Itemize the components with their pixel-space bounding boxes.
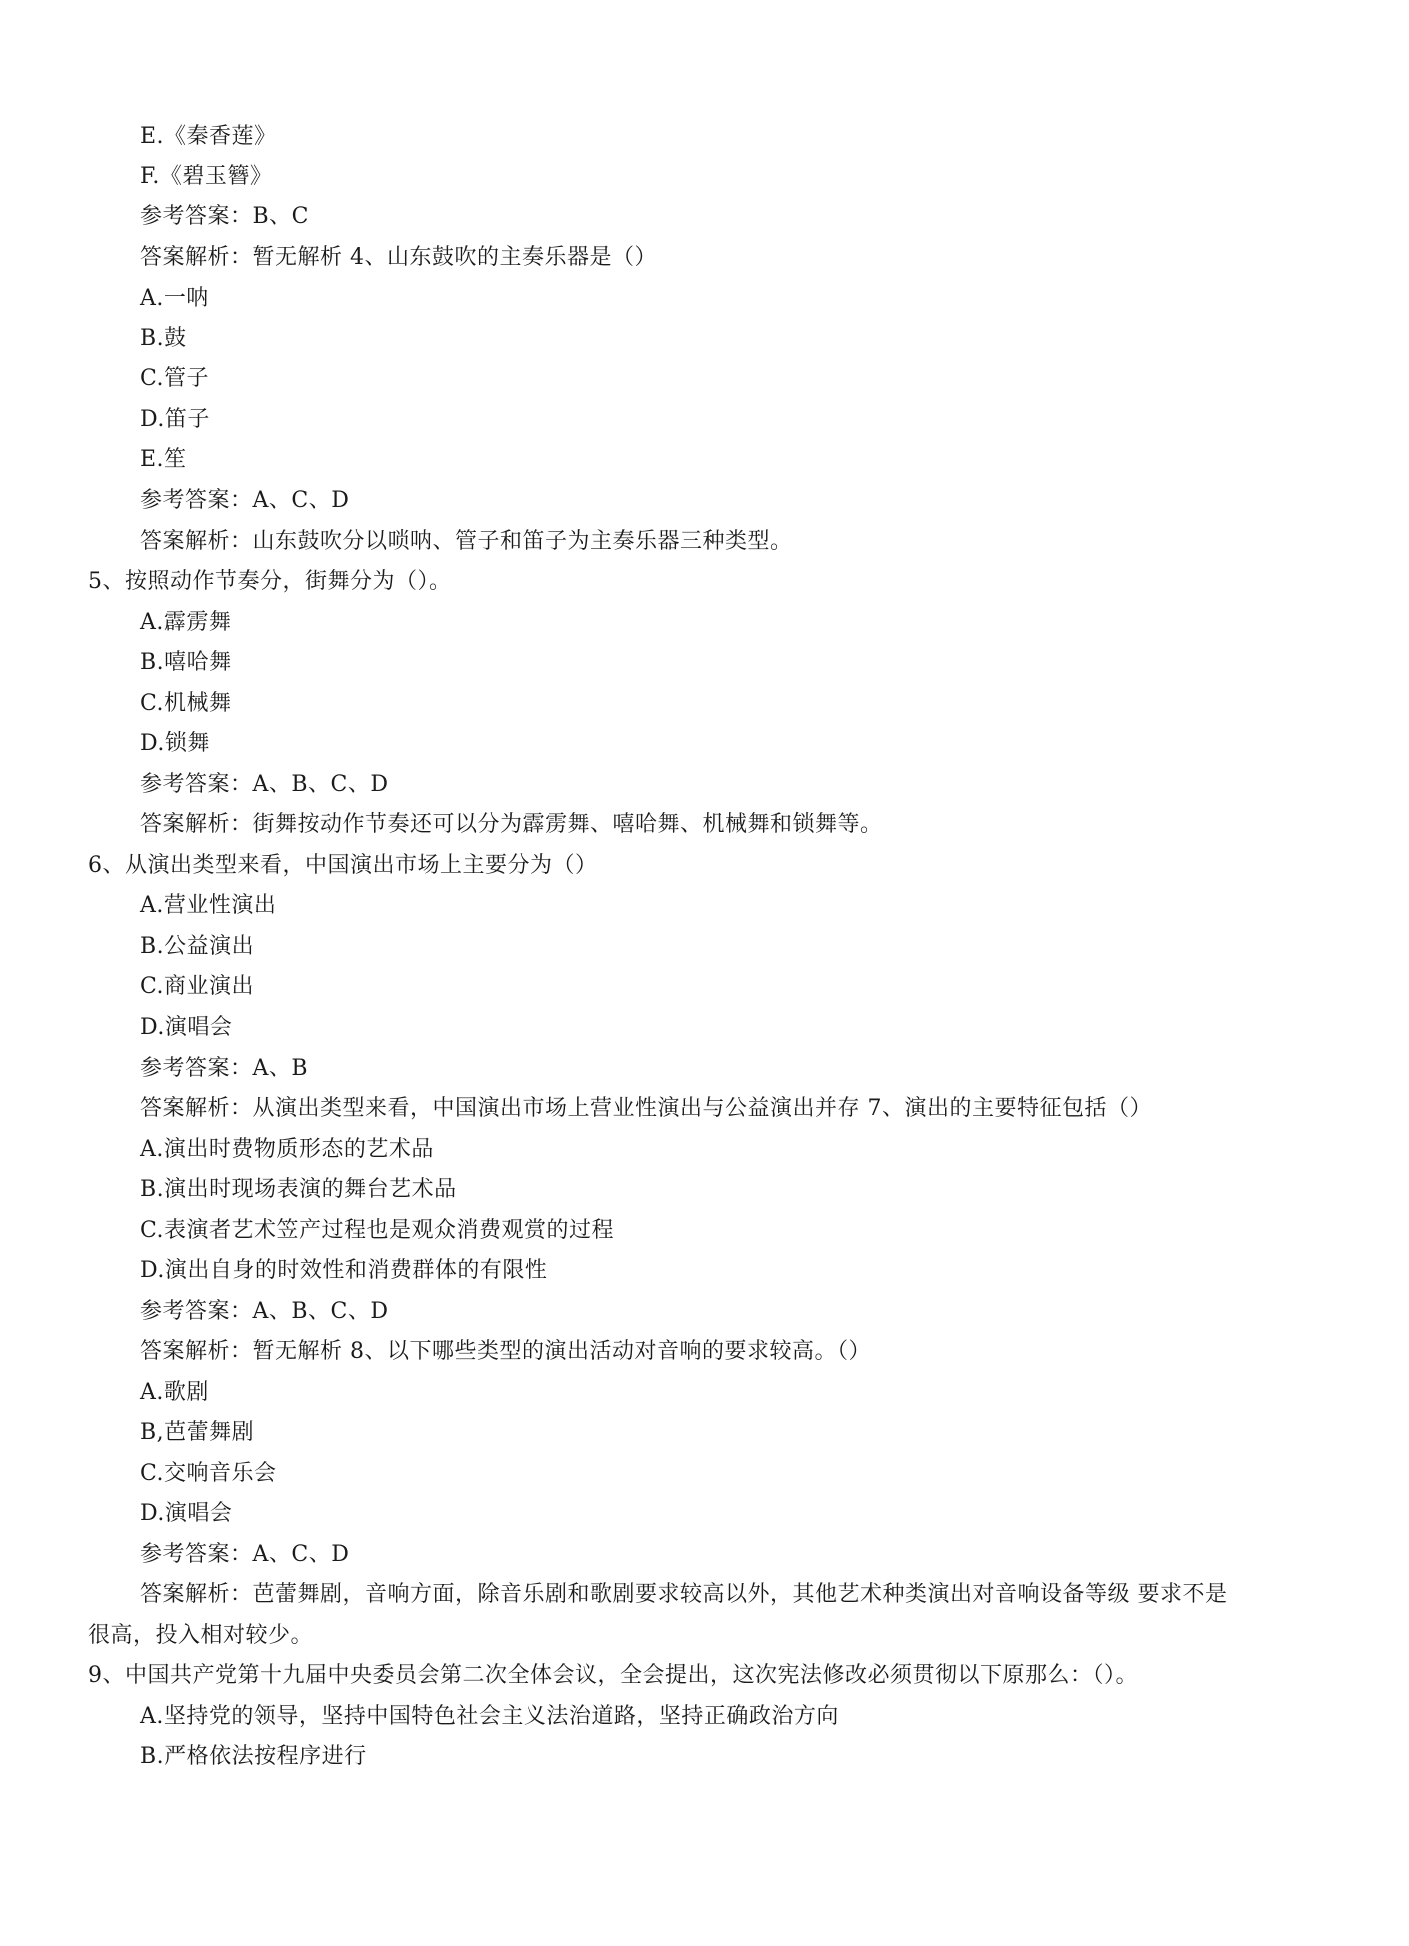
question-line: 9、中国共产党第十九届中央委员会第二次全体会议，全会提出，这次宪法修改必须贯彻以下原那么：（）。 bbox=[88, 1663, 1139, 1688]
option-line: E.笙 bbox=[140, 447, 187, 472]
explanation-continuation-line: 很高，投入相对较少。 bbox=[88, 1623, 314, 1648]
option-line: D.锁舞 bbox=[140, 731, 210, 756]
answer-line: 参考答案：A、B bbox=[140, 1056, 309, 1081]
option-line: C.商业演出 bbox=[140, 974, 255, 999]
option-line: A.营业性演出 bbox=[140, 893, 277, 918]
option-line: B.公益演出 bbox=[140, 934, 255, 959]
option-line: C.机械舞 bbox=[140, 691, 232, 716]
answer-line: 参考答案：A、C、D bbox=[140, 1542, 350, 1567]
answer-line: 参考答案：A、B、C、D bbox=[140, 772, 389, 797]
option-line: D.演唱会 bbox=[140, 1501, 233, 1526]
explanation-line: 答案解析：芭蕾舞剧，音响方面，除音乐剧和歌剧要求较高以外，其他艺术种类演出对音响设备等级 要求不是 bbox=[140, 1582, 1228, 1607]
option-line: F.《碧玉簪》 bbox=[140, 164, 273, 189]
option-line: D.演出自身的时效性和消费群体的有限性 bbox=[140, 1258, 548, 1283]
question-line: 5、按照动作节奏分，街舞分为（）。 bbox=[88, 569, 452, 594]
option-line: D.演唱会 bbox=[140, 1015, 233, 1040]
option-line: B.嘻哈舞 bbox=[140, 650, 232, 675]
question-line: 6、从演出类型来看，中国演出市场上主要分为（） bbox=[88, 853, 598, 878]
option-line: E.《秦香莲》 bbox=[140, 124, 277, 149]
option-line: A.演出时费物质形态的艺术品 bbox=[140, 1137, 434, 1162]
option-line: A.霹雳舞 bbox=[140, 610, 232, 635]
option-line: C.表演者艺术笠产过程也是观众消费观赏的过程 bbox=[140, 1218, 615, 1243]
answer-line: 参考答案：A、C、D bbox=[140, 488, 350, 513]
option-line: C.管子 bbox=[140, 366, 210, 391]
explanation-line: 答案解析：暂无解析 4、山东鼓吹的主奏乐器是（） bbox=[140, 245, 657, 270]
option-line: B.鼓 bbox=[140, 326, 187, 351]
option-line: A.坚持党的领导，坚持中国特色社会主义法治道路，坚持正确政治方向 bbox=[140, 1704, 839, 1729]
option-line: C.交响音乐会 bbox=[140, 1461, 277, 1486]
answer-line: 参考答案：A、B、C、D bbox=[140, 1299, 389, 1324]
explanation-line: 答案解析：从演出类型来看，中国演出市场上营业性演出与公益演出并存 7、演出的主要特征包括（） bbox=[140, 1096, 1152, 1121]
option-line: B,芭蕾舞剧 bbox=[140, 1420, 255, 1445]
option-line: B.演出时现场表演的舞台艺术品 bbox=[140, 1177, 457, 1202]
option-line: A.歌剧 bbox=[140, 1380, 209, 1405]
explanation-line: 答案解析：街舞按动作节奏还可以分为霹雳舞、嘻哈舞、机械舞和锁舞等。 bbox=[140, 812, 883, 837]
explanation-line: 答案解析：山东鼓吹分以唢呐、管子和笛子为主奏乐器三种类型。 bbox=[140, 529, 793, 554]
option-line: B.严格依法按程序进行 bbox=[140, 1744, 367, 1769]
explanation-line: 答案解析：暂无解析 8、以下哪些类型的演出活动对音响的要求较高。（） bbox=[140, 1339, 871, 1364]
option-line: D.笛子 bbox=[140, 407, 210, 432]
answer-line: 参考答案：B、C bbox=[140, 204, 310, 229]
option-line: A.一呐 bbox=[140, 286, 209, 311]
